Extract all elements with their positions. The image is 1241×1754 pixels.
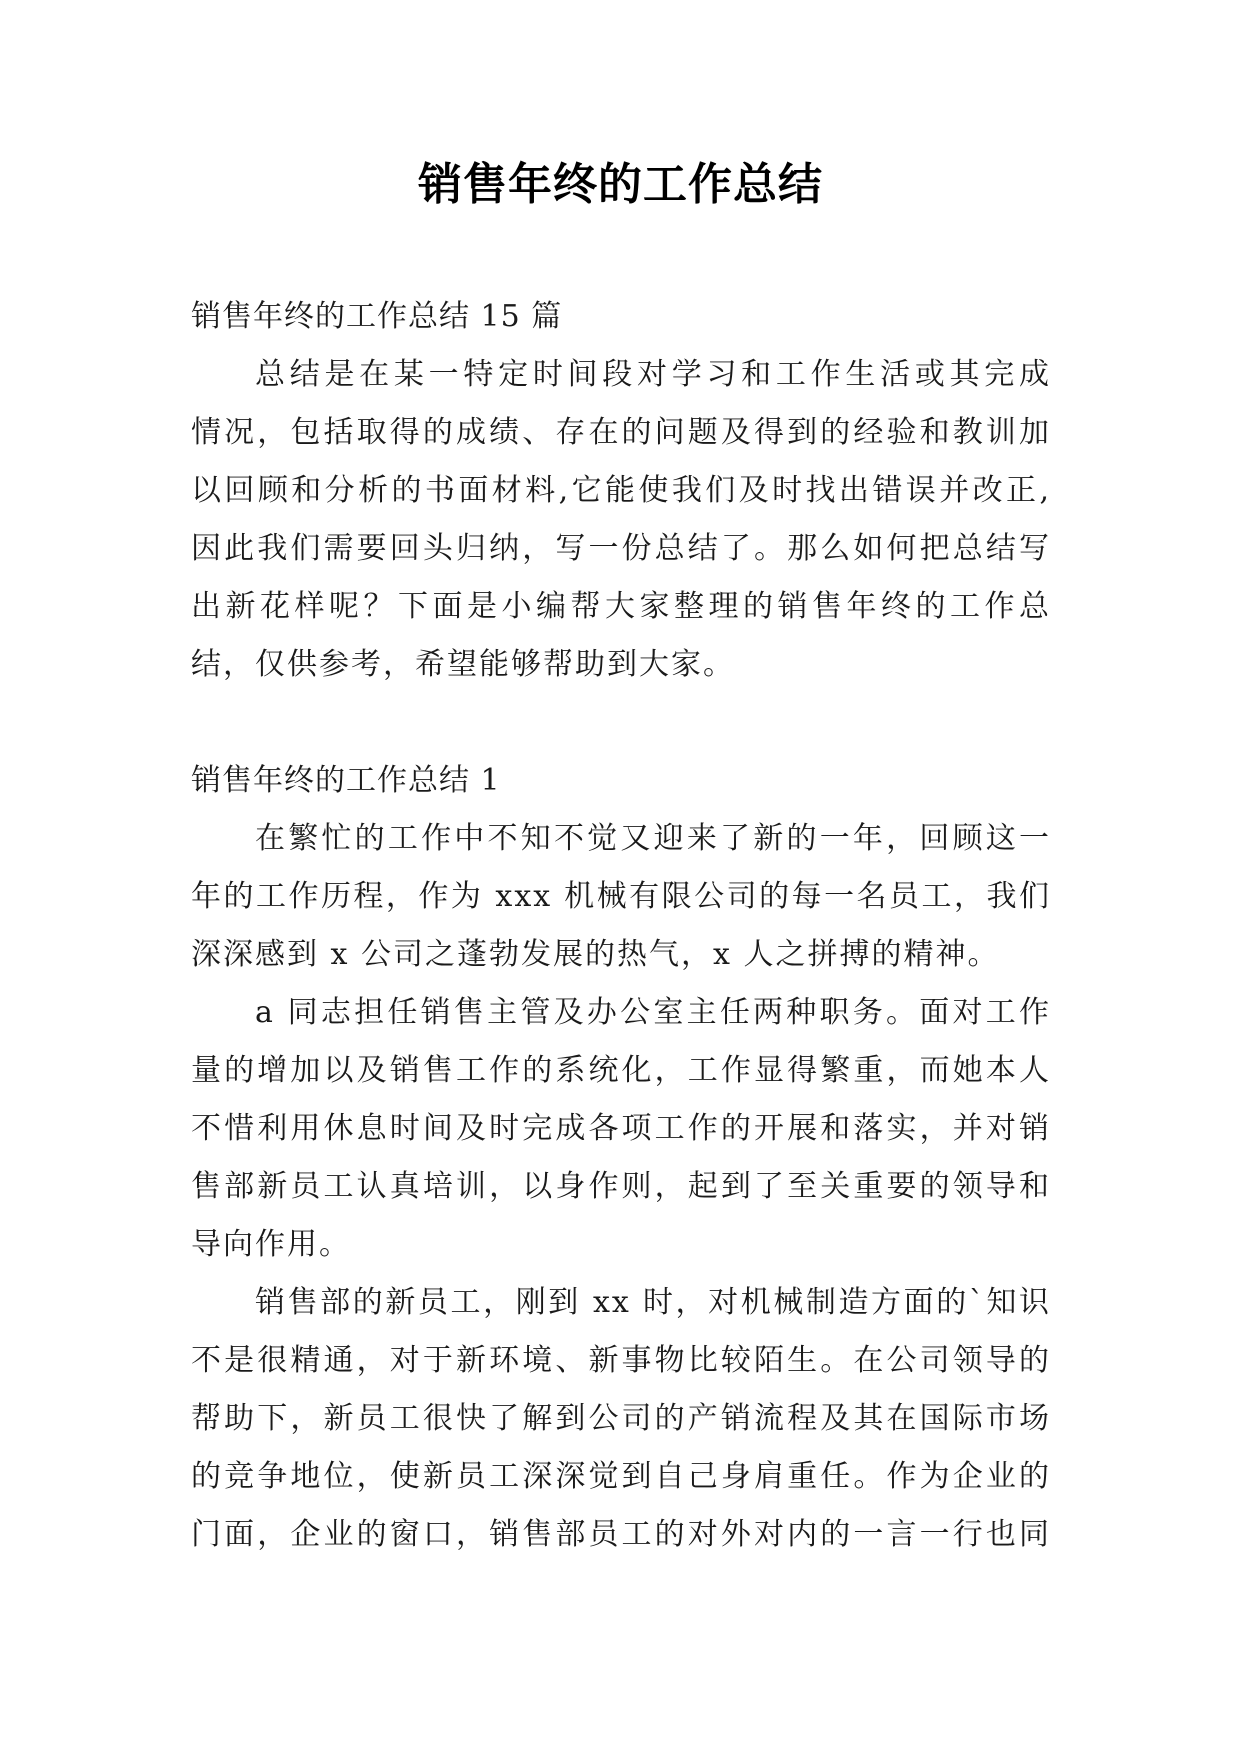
document-subtitle: 销售年终的工作总结 15 篇 [191,299,563,334]
section-heading: 销售年终的工作总结 1 [191,763,501,798]
paragraph-line: 因此我们需要回头归纳，写一份总结了。那么如何把总结写 [191,531,1051,566]
paragraph-line: 结，仅供参考，希望能够帮助到大家。 [191,647,735,682]
paragraph-line: 门面，企业的窗口，销售部员工的对外对内的一言一行也同 [191,1517,1051,1552]
paragraph-line: 导向作用。 [191,1227,351,1262]
intro-paragraph [191,346,1051,694]
paragraph-line: 不惜利用休息时间及时完成各项工作的开展和落实，并对销 [191,1111,1051,1146]
paragraph-line: a 同志担任销售主管及办公室主任两种职务。面对工作 [255,995,1051,1030]
section1-paragraph-3 [191,1274,1051,1564]
paragraph-line: 帮助下，新员工很快了解到公司的产销流程及其在国际市场 [191,1401,1051,1436]
document-title: 销售年终的工作总结 [418,159,823,210]
paragraph-gap [191,694,1051,752]
paragraph-line: 售部新员工认真培训，以身作则，起到了至关重要的领导和 [191,1169,1051,1204]
paragraph-line: 销售部的新员工，刚到 xx 时，对机械制造方面的`知识 [255,1285,1051,1320]
paragraph-line: 总结是在某一特定时间段对学习和工作生活或其完成 [255,357,1051,392]
paragraph-line: 量的增加以及销售工作的系统化，工作显得繁重，而她本人 [191,1053,1051,1088]
paragraph-line: 的竞争地位，使新员工深深觉到自己身肩重任。作为企业的 [191,1459,1051,1494]
section1-paragraph-2 [191,984,1051,1274]
document-body [191,288,1051,1564]
paragraph-line: 在繁忙的工作中不知不觉又迎来了新的一年，回顾这一 [255,821,1051,856]
paragraph-line: 情况，包括取得的成绩、存在的问题及得到的经验和教训加 [191,415,1051,450]
paragraph-line: 深深感到 x 公司之蓬勃发展的热气，x 人之拼搏的精神。 [191,937,1000,972]
paragraph-line: 年的工作历程，作为 xxx 机械有限公司的每一名员工，我们 [191,879,1051,914]
paragraph-line: 出新花样呢？下面是小编帮大家整理的销售年终的工作总 [191,589,1051,624]
paragraph-line: 不是很精通，对于新环境、新事物比较陌生。在公司领导的 [191,1343,1051,1378]
section1-paragraph-1 [191,810,1051,984]
paragraph-line: 以回顾和分析的书面材料,它能使我们及时找出错误并改正, [191,473,1051,508]
